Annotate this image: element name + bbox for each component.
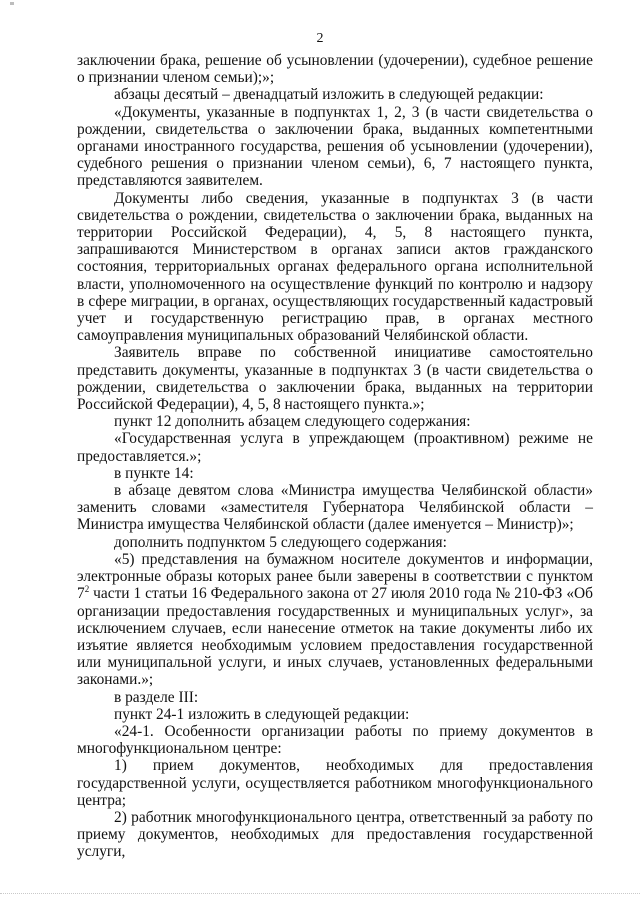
paragraph: заключении брака, решение об усыновлении (удочерении), судебное решение о признании членом семьи);»; bbox=[77, 52, 593, 87]
paragraph: в разделе III: bbox=[114, 688, 199, 706]
paragraph: «24-1. Особенности организации работы по приему документов в многофункциональном центре: bbox=[77, 722, 593, 758]
paragraph: Заявитель вправе по собственной инициативе самостоятельно представить документы, указанные в подпунктах 3 (в части свидетельства о рождении, свидетельства о заключении брака, выданных на территории Российской Федерации), 4, 5, 8 настоящего пункта.»; bbox=[77, 344, 593, 414]
paragraph-text: «5) представления на бумажном носителе документов и информации, электронные образы которых ранее были заверены в соответствии с пунктом 7 bbox=[77, 550, 593, 603]
scan-artifact bbox=[10, 2, 14, 5]
paragraph: в пункте 14: bbox=[114, 464, 194, 482]
page-bottom-edge bbox=[0, 893, 640, 895]
paragraph: абзацы десятый – двенадцатый изложить в следующей редакции: bbox=[114, 86, 544, 104]
paragraph-text: части 1 статьи 16 Федерального закона от 27 июля 2010 года № 210-ФЗ «Об организации предоставления государственных и муниципальных услуг», за исключением случаев, если нанесение отметок на такие документы либо их изъятие является необходимым условием предоставления государственной или муниципальной услуги, и иных случаев, установленных федеральными законами.»; bbox=[77, 585, 593, 689]
paragraph: 1) прием документов, необходимых для предоставления государственной услуги, осуществляется работником многофункционального центра; bbox=[77, 757, 593, 809]
document-body bbox=[77, 52, 593, 861]
paragraph: пункт 12 дополнить абзацем следующего содержания: bbox=[114, 413, 471, 431]
paragraph: дополнить подпунктом 5 следующего содержания: bbox=[114, 533, 447, 551]
paragraph-with-superscript bbox=[77, 551, 593, 689]
paragraph: «Государственная услуга в упреждающем (проактивном) режиме не предоставляется.»; bbox=[77, 430, 593, 465]
paragraph: в абзаце девятом слова «Министра имущества Челябинской области» заменить словами «заместителя Губернатора Челябинской области – Министра имущества Челябинской области (далее именуется – Министр)»; bbox=[77, 482, 593, 534]
paragraph: Документы либо сведения, указанные в подпунктах 3 (в части свидетельства о рождении, свидетельства о заключении брака, выданных на территории Российской Федерации), 4, 5, 8 настоящего пункта, запрашиваются Министерством в органах записи актов гражданского состояния, территориальных органах федерального органа исполнительной власти, уполномоченного на осуществление функций по контролю и надзору в сфере миграции, в органах, осуществляющих государственный кадастровый учет и государственную регистрацию прав, в органах местного самоуправления муниципальных образований Челябинской области. bbox=[77, 189, 593, 345]
paragraph: 2) работник многофункционального центра, ответственный за работу по приему документов, необходимых для предоставления государственной услуги, bbox=[77, 808, 593, 861]
paragraph: «Документы, указанные в подпунктах 1, 2, 3 (в части свидетельства о рождении, свидетельства о заключении брака, выданных компетентными органами иностранного государства, решения об усыновлении (удочерении), судебного решения о признании членом семьи), 6, 7 настоящего пункта, представляются заявителем. bbox=[77, 103, 593, 190]
page-number: 2 bbox=[316, 31, 324, 46]
superscript: 2 bbox=[84, 584, 90, 595]
paragraph: пункт 24-1 изложить в следующей редакции: bbox=[114, 705, 410, 723]
